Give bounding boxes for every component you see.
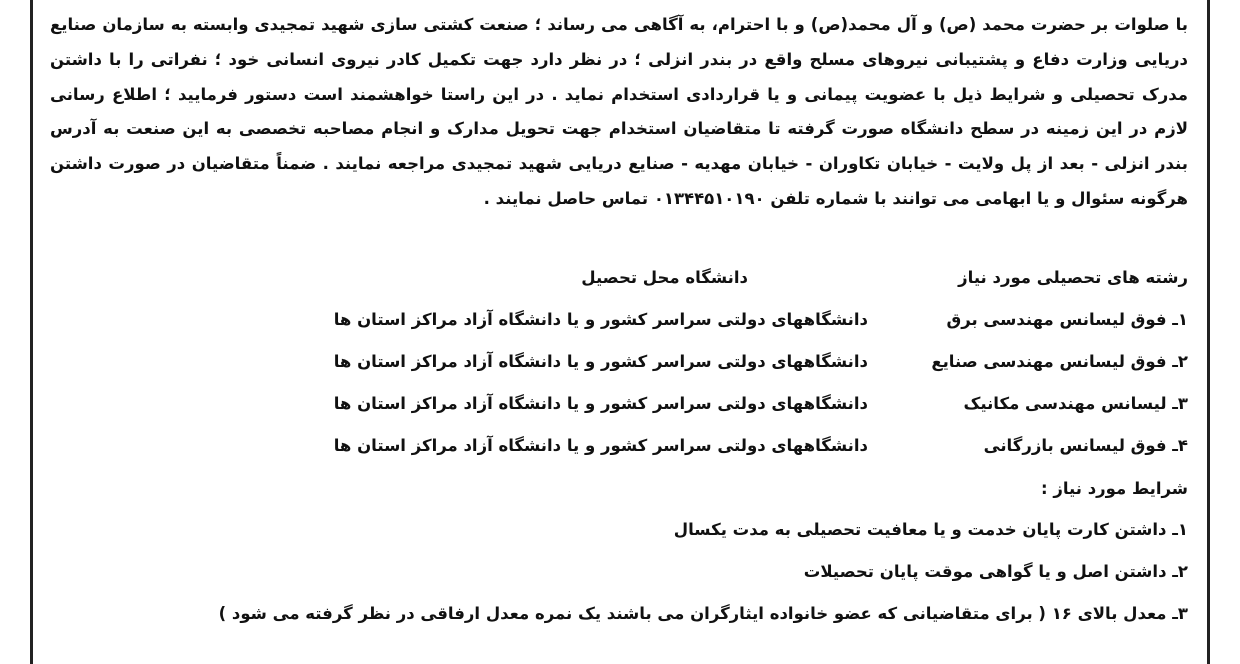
condition-item: ۲ـ داشتن اصل و یا گواهی موقت پایان تحصیلات (803, 561, 1188, 581)
document-body (50, 0, 1188, 635)
table-row (50, 425, 1188, 467)
header-university: دانشگاه محل تحصیل (581, 268, 748, 288)
university-cell: دانشگاههای دولتی سراسر کشور و یا دانشگاه آزاد مراکز استان ها (333, 436, 868, 456)
field-cell: ۲ـ فوق لیسانس مهندسی صنایع (931, 352, 1188, 372)
page-border-right (1207, 0, 1210, 664)
page-border-left (30, 0, 33, 664)
field-cell: ۱ـ فوق لیسانس مهندسی برق (946, 310, 1188, 330)
table-row (50, 299, 1188, 341)
intro-paragraph: با صلوات بر حضرت محمد (ص) و آل محمد(ص) و با احترام، به آگاهی می رساند ؛ صنعت کشتی سازی شهید تمجیدی وابسته به سازمان صنایع دریایی وزارت دفاع و پشتیبانی نیروهای مسلح واقع در بندر انزلی ؛ در نظر دارد جهت تکمیل کادر نیروی انسانی خود ؛ نفراتی را با داشتن مدرک تحصیلی و شرایط ذیل با عضویت پیمانی و یا قراردادی استخدام نماید . در این راستا خواهشمند است دستور فرمایید ؛ اطلاع رسانی لازم در این زمینه در سطح دانشگاه صورت گرفته تا متقاضیان استخدام جهت تحویل مدارک و انجام مصاحبه تخصصی به این صنعت به آدرس بندر انزلی - بعد از پل ولایت - خیابان تکاوران - خیابان مهدیه - صنایع دریایی شهید تمجیدی مراجعه نمایند . ضمناً متقاضیان در صورت داشتن هرگونه سئوال و یا ابهامی می توانند با شماره تلفن ۰۱۳۴۴۵۱۰۱۹۰ تماس حاصل نمایند . (50, 15, 1188, 208)
table-header-row (50, 257, 1188, 299)
fields-table (50, 257, 1188, 467)
university-cell: دانشگاههای دولتی سراسر کشور و یا دانشگاه آزاد مراکز استان ها (333, 352, 868, 372)
conditions-title: شرایط مورد نیاز : (1041, 478, 1188, 498)
header-field: رشته های تحصیلی مورد نیاز (958, 268, 1188, 288)
university-cell: دانشگاههای دولتی سراسر کشور و یا دانشگاه آزاد مراکز استان ها (333, 394, 868, 414)
condition-item: ۳ـ معدل بالای ۱۶ ( برای متقاضیانی که عضو خانواده ایثارگران می باشند یک نمره معدل ارفاقی در نظر گرفته می شود ) (218, 603, 1188, 623)
university-cell: دانشگاههای دولتی سراسر کشور و یا دانشگاه آزاد مراکز استان ها (333, 310, 868, 330)
field-cell: ۳ـ لیسانس مهندسی مکانیک (963, 394, 1188, 414)
conditions-section (50, 469, 1188, 635)
table-row (50, 341, 1188, 383)
table-row (50, 383, 1188, 425)
condition-item: ۱ـ داشتن کارت پایان خدمت و یا معافیت تحصیلی به مدت یکسال (673, 519, 1188, 539)
field-cell: ۴ـ فوق لیسانس بازرگانی (983, 436, 1188, 456)
